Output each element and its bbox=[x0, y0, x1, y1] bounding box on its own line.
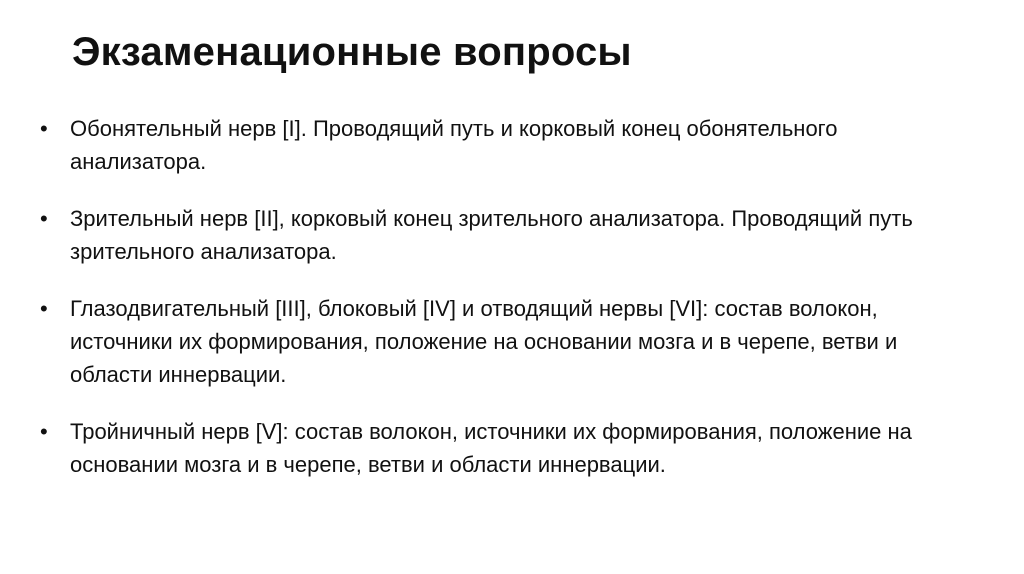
question-text: Глазодвигательный [III], блоковый [IV] и отводящий нервы [VI]: состав волокон, источники их формирования, положение на основании мозга и в черепе, ветви и области иннервации. bbox=[70, 296, 898, 387]
question-text: Зрительный нерв [II], корковый конец зрительного анализатора. Проводящий путь зрительного анализатора. bbox=[70, 206, 913, 264]
bullet-icon: • bbox=[40, 116, 48, 141]
question-item-3 bbox=[38, 292, 978, 391]
slide-title: Экзаменационные вопросы bbox=[72, 30, 632, 74]
question-item-4 bbox=[38, 415, 978, 481]
question-text: Тройничный нерв [V]: состав волокон, источники их формирования, положение на основании мозга и в черепе, ветви и области иннервации. bbox=[70, 419, 912, 477]
bullet-icon: • bbox=[40, 296, 48, 321]
question-list bbox=[38, 112, 978, 505]
question-item-1 bbox=[38, 112, 978, 178]
question-text: Обонятельный нерв [I]. Проводящий путь и корковый конец обонятельного анализатора. bbox=[70, 116, 838, 174]
question-item-2 bbox=[38, 202, 978, 268]
bullet-icon: • bbox=[40, 206, 48, 231]
bullet-icon: • bbox=[40, 419, 48, 444]
